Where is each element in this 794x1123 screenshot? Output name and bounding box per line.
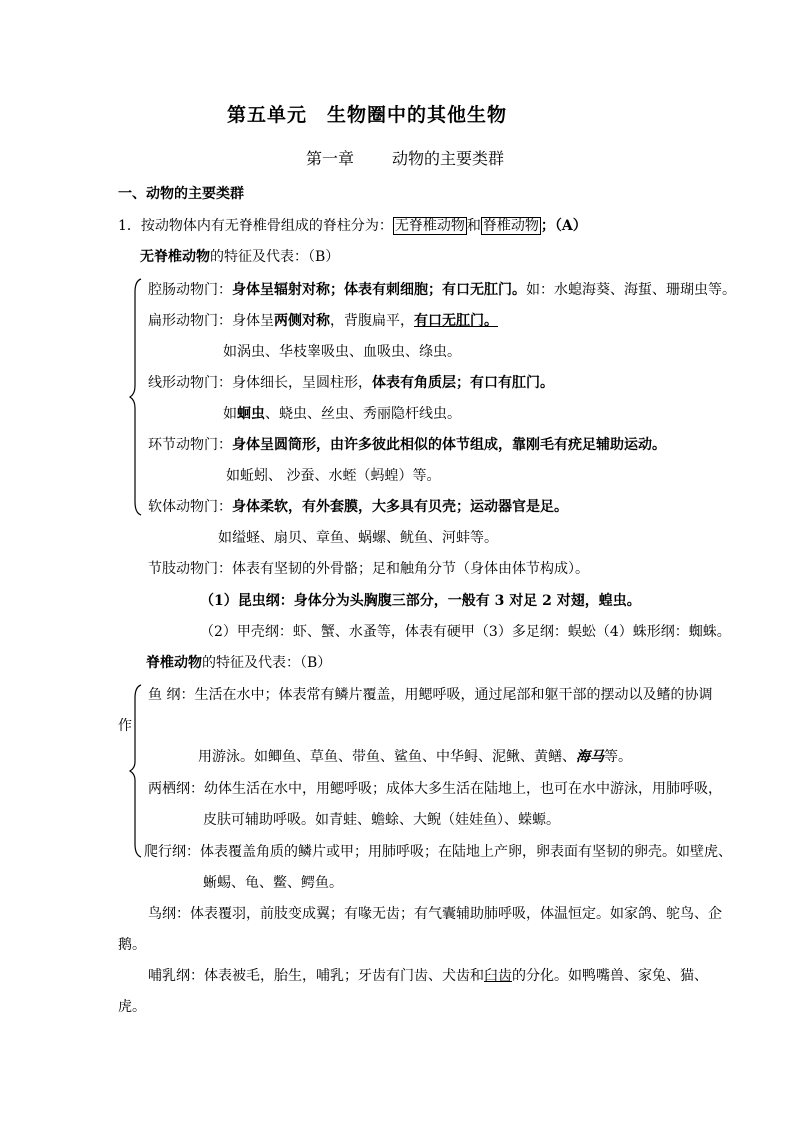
nematode-examples [223,404,461,424]
reptile-line-2: 蜥蜴、龟、鳖、鳄鱼。 [203,875,343,891]
arthropod-line: 节肢动物门：体表有坚韧的外骨骼；足和触角分节（身体由体节构成）。 [148,561,589,577]
q1-text: 1．按动物体内有无脊椎骨组成的脊柱分为： [118,218,393,234]
coel-examples: 如：水螅海葵、海蜇、珊瑚虫等。 [526,282,736,298]
coelenterate-line [148,280,736,300]
nema-ex-bold: 蛔虫 [237,406,265,422]
chapter-heading [306,149,504,169]
vertebrate-brace [128,684,144,858]
fish-line-3 [198,747,632,767]
vertebrate-heading [146,653,331,673]
mammal-molar: 臼齿 [484,968,512,984]
vertebrate-term: 脊椎动物 [146,655,202,671]
flatworm-line [148,311,498,331]
nema-ex-rest: 、蛲虫、丝虫、秀丽隐杆线虫。 [265,406,461,422]
moll-label: 软体动物门： [148,499,232,515]
invertebrate-rest: 的特征及代表：（B） [210,249,340,265]
flat-label: 扁形动物门：身体呈 [148,313,274,329]
mammal-line-2: 虎。 [118,999,146,1015]
moll-features: 身体柔软，有外套膜，大多具有贝壳；运动器官是足。 [232,499,568,515]
arthropod-classes-line: （2）甲壳纲：虾、蟹、水蚤等，体表有硬甲（3）多足纲：蜈蚣（4）蛛形纲：蜘蛛。 [200,624,731,640]
invertebrate-brace [128,278,144,516]
section-heading: 一、动物的主要类群 [118,186,244,202]
mammal-text: 哺乳纲：体表被毛，胎生，哺乳；牙齿有门齿、犬齿和 [148,968,484,984]
amphibian-line-2: 皮肤可辅助呼吸。如青蛙、蟾蜍、大鲵（娃娃鱼）、蝾螈。 [203,812,560,828]
flat-mid: ，背腹扁平， [330,313,414,329]
boxed-vertebrate: 脊椎动物 [482,218,539,234]
insect-line: （1）昆虫纲：身体分为头胸腹三部分，一般有 3 对足 2 对翅，蝗虫。 [200,593,641,609]
invertebrate-term: 无脊椎动物 [140,249,210,265]
coel-label: 腔肠动物门： [148,282,232,298]
flat-symmetry: 两侧对称 [274,313,330,329]
chapter-name: 动物的主要类群 [392,149,505,168]
flatworm-examples: 如涡虫、华枝睾吸虫、血吸虫、绦虫。 [223,344,461,360]
mollusc-examples: 如缢蛏、扇贝、章鱼、蜗螺、鱿鱼、河蚌等。 [218,530,498,546]
coel-features: 身体呈辐射对称；体表有刺细胞；有口无肛门。 [232,282,526,298]
nematode-line [148,373,554,393]
q1-tag: ；（A） [540,218,587,234]
q1-and: 和 [466,218,481,234]
anne-label: 环节动物门： [148,437,232,453]
boxed-invertebrate: 无脊椎动物 [394,218,465,234]
annelid-line [148,435,666,455]
annelid-examples: 如蚯蚓、 沙蚕、水蛭（蚂蝗）等。 [226,468,441,484]
mammal-examples: 的分化。如鸭嘴兽、家兔、猫、 [512,968,708,984]
anne-features: 身体呈圆筒形，由许多彼此相似的体节组成，靠刚毛有疣足辅助运动。 [232,437,666,453]
nema-label: 线形动物门：身体细长，呈圆柱形， [148,375,372,391]
nema-ex-pre: 如 [223,406,237,422]
fish-end: 等。 [604,749,632,765]
fish-seahorse: 海马 [576,749,604,765]
amphibian-line-1: 两栖纲：幼体生活在水中，用鳃呼吸；成体大多生活在陆地上，也可在水中游泳，用肺呼吸， [148,781,722,797]
vertebrate-rest: 的特征及代表：（B） [202,655,332,671]
fish-line-1: 鱼 纲：生活在水中；体表常有鳞片覆盖，用鳃呼吸，通过尾部和躯干部的摆动以及鳍的协调 [148,687,713,703]
flat-mouth: 有口无肛门。 [414,313,498,329]
question-1 [118,216,587,236]
chapter-number: 第一章 [306,149,355,168]
fish-examples: 用游泳。如鲫鱼、草鱼、带鱼、鲨鱼、中华鲟、泥鳅、黄鳝、 [198,749,576,765]
nema-features: 体表有角质层；有口有肛门。 [372,375,554,391]
invertebrate-heading [140,247,339,267]
reptile-line-1: 爬行纲：体表覆盖角质的鳞片或甲；用肺呼吸；在陆地上产卵，卵表面有坚韧的卵壳。如壁虎、 [144,844,732,860]
page-title: 第五单元 生物圈中的其他生物 [227,104,508,126]
bird-line-1: 鸟纲：体表覆羽，前肢变成翼；有喙无齿；有气囊辅助肺呼吸，体温恒定。如家鸽、鸵鸟、企 [148,906,722,922]
bird-line-2: 鹅。 [118,937,146,953]
fish-line-2: 作 [118,718,132,734]
mollusc-line [148,497,568,517]
mammal-line-1 [148,966,708,986]
